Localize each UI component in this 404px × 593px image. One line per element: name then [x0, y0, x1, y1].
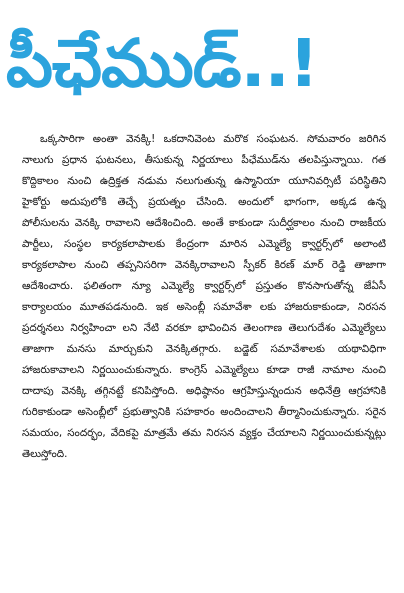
article-body: ఒక్కసారిగా అంతా వెనక్కి! ఒకదానివెంట మరొక సంఘటన. సోమవారం జరిగిన నాలుగు ప్రధాన ఘటనలు, తీసుకున్న నిర్ణయాలు పీఛేముడ్‌ను తలపిస్తున్నాయి. గత కొద్దికాలం నుంచి ఉద్రిక్తత నడుమ నలుగుతున్న ఉస్మానియా యూనివర్సిటీ పరిస్థితిని హైకోర్టు అదుపులోకి తెచ్చే ప్రయత్నం చేసింది. అందులో భాగంగా, అక్కడ ఉన్న పోలీసులను వెనక్కి రావాలని ఆదేశించింది. అంతే కాకుండా సుదీర్ఘకాలం నుంచి రాజకీయ పార్టీలు, సంస్థల కార్యకలాపాలకు కేంద్రంగా మారిన ఎమ్మెల్యే క్వార్టర్స్‌లో అలాంటి కార్యకలాపాల నుంచి తప్పనిసరిగా వెనక్కిరావాలని స్పీకర్ కిరణ్ మార్ రెడ్డి తాజాగా ఆదేశించారు. ఫలితంగా న్యూ ఎమ్మెల్యే క్వార్టర్స్‌లో ప్రస్తుతం కొనసాగుతోన్న జేఏసీ కార్యాలయం మూతపడనుంది. ఇక అసెంబ్లీ సమావేశా లకు హాజరుకాకుండా, నిరసన ప్రదర్శనలు నిర్వహించా లని నేటి వరకూ భావించిన తెలంగాణ తెలుగుదేశం ఎమ్మెల్యేలు తాజాగా మనసు మార్చుకుని వెనక్కితగ్గారు. బడ్జెట్ సమావేశాలకు యథావిధిగా హాజరుకావాలని నిర్ణయించుకున్నారు. కాంగ్రెస్ ఎమ్మెల్యేలు కూడా రాజీ నామాల నుంచి దాదాపు వెనక్కి తగ్గినట్టే కనిపిస్తోంది. అధిష్ఠానం ఆగ్రహిస్తున్నందున అధినేత్రి ఆగ్రహానికి గురికాకుండా అసెంబ్లీలో ప్రభుత్వానికి సహకారం అందించాలని తీర్మానించుకున్నారు. సరైన సమయం, సందర్భం, వేదికపై మాత్రమే తమ నిరసన వ్యక్తం చేయాలని నిర్ణయించుకున్నట్లు తెలుస్తోంది. [22, 133, 386, 460]
article-headline: పీఛేముడ్..! [6, 25, 318, 102]
